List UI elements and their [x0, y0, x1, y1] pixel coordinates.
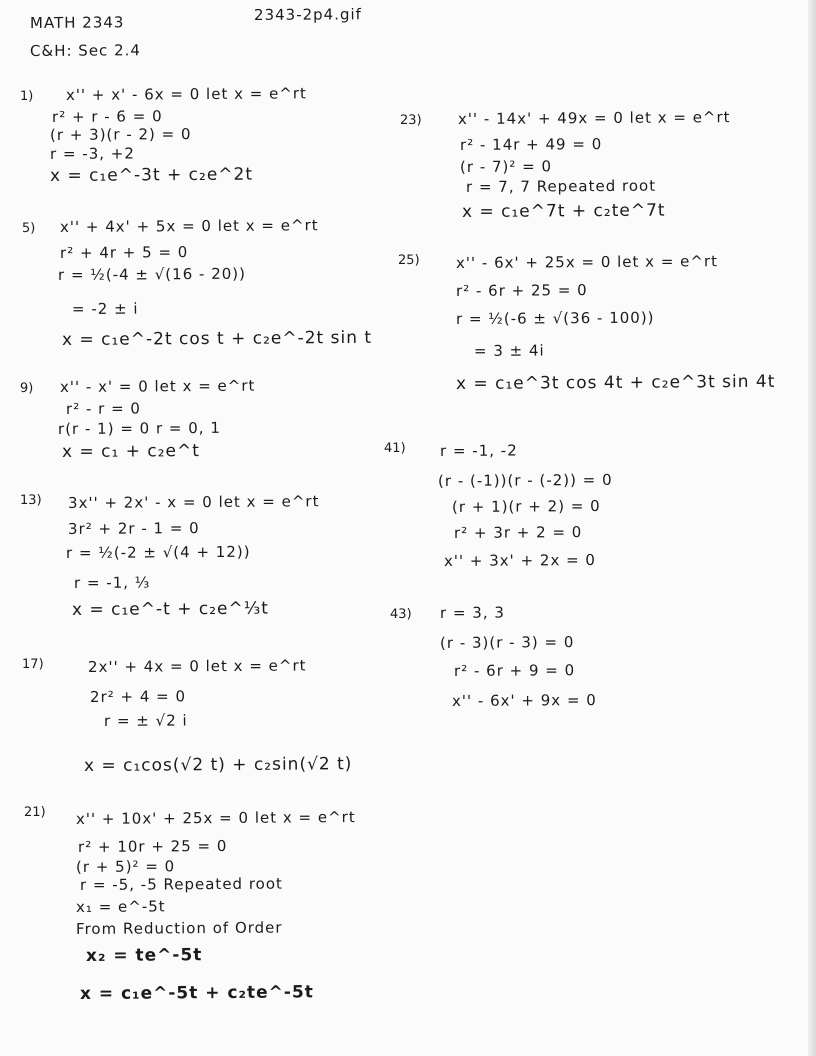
- problem-number: 43): [389, 606, 412, 622]
- problem-solution: x = c₁e^-5t + c₂te^-5t: [79, 982, 314, 1004]
- problem-line: x'' - 14x' + 49x = 0 let x = e^rt: [457, 108, 731, 128]
- problem-solution: x = c₁e^-3t + c₂e^2t: [49, 164, 254, 186]
- problem-line: r² - 6r + 25 = 0: [455, 281, 588, 300]
- problem-solution: x = c₁ + c₂e^t: [61, 441, 200, 462]
- problem-line: 2x'' + 4x = 0 let x = e^rt: [87, 656, 307, 676]
- problem-line: 3r² + 2r - 1 = 0: [67, 519, 200, 538]
- problem-solution: x = c₁e^-2t cos t + c₂e^-2t sin t: [61, 327, 373, 350]
- problem-line: r = ½(-6 ± √(36 - 100)): [455, 308, 655, 328]
- problem-number: 13): [19, 492, 42, 508]
- problem-line: r² - 14r + 49 = 0: [459, 135, 603, 154]
- problem-line: r² + 10r + 25 = 0: [77, 836, 228, 856]
- problem-line: r² - 6r + 9 = 0: [453, 661, 576, 680]
- problem-line: (r - 7)² = 0: [459, 157, 553, 176]
- problem-number: 5): [21, 220, 36, 236]
- problem-line: 3x'' + 2x' - x = 0 let x = e^rt: [67, 492, 320, 512]
- problem-line: x₁ = e^-5t: [75, 897, 166, 916]
- problem-line: r = -1, ⅓: [73, 573, 151, 592]
- problem-line: r = -3, +2: [49, 144, 135, 163]
- problem-line: r = ± √2 i: [103, 711, 188, 730]
- problem-number: 9): [19, 380, 34, 396]
- problem-solution: x = c₁e^-t + c₂e^⅓t: [71, 598, 269, 620]
- problem-line: r = -5, -5 Repeated root: [79, 874, 283, 894]
- problem-line: 2r² + 4 = 0: [89, 687, 187, 706]
- problem-line: r² + 4r + 5 = 0: [59, 243, 189, 262]
- problem-line: (r - (-1))(r - (-2)) = 0: [437, 470, 613, 490]
- problem-line: r² + r - 6 = 0: [51, 107, 163, 126]
- problem-line: r = 3, 3: [439, 603, 505, 622]
- problem-number: 21): [23, 804, 46, 820]
- problem-solution: x = c₁e^7t + c₂te^7t: [461, 200, 666, 222]
- problem-line: (r + 3)(r - 2) = 0: [49, 125, 192, 144]
- problem-line: x'' + 10x' + 25x = 0 let x = e^rt: [75, 808, 356, 828]
- problem-line: r = -1, -2: [439, 441, 518, 460]
- problem-line: = -2 ± i: [71, 299, 139, 318]
- problem-line: r(r - 1) = 0 r = 0, 1: [57, 418, 221, 438]
- problem-line: (r + 1)(r + 2) = 0: [451, 496, 601, 516]
- problem-number: 25): [397, 252, 420, 268]
- problem-line: r² - r = 0: [65, 399, 142, 418]
- problem-line: = 3 ± 4i: [473, 341, 545, 360]
- problem-line: x'' + x' - 6x = 0 let x = e^rt: [65, 84, 307, 104]
- problem-number: 23): [399, 112, 422, 128]
- problem-solution: x'' + 3x' + 2x = 0: [443, 550, 597, 570]
- problem-line: x'' - x' = 0 let x = e^rt: [59, 376, 256, 396]
- file-name: 2343-2p4.gif: [253, 5, 362, 24]
- problem-line: x'' + 4x' + 5x = 0 let x = e^rt: [59, 216, 319, 236]
- problem-line: x₂ = te^-5t: [85, 945, 203, 966]
- course-heading: MATH 2343: [29, 13, 125, 32]
- problem-line: (r + 5)² = 0: [75, 857, 176, 876]
- problem-solution: x'' - 6x' + 9x = 0: [451, 690, 597, 710]
- problem-line: r = ½(-4 ± √(16 - 20)): [57, 264, 247, 284]
- page-edge-shadow: [808, 0, 816, 1056]
- problem-line: r = ½(-2 ± √(4 + 12)): [65, 542, 251, 562]
- problem-line: x'' - 6x' + 25x = 0 let x = e^rt: [455, 252, 719, 272]
- section-heading: C&H: Sec 2.4: [29, 41, 141, 60]
- problem-solution: x = c₁cos(√2 t) + c₂sin(√2 t): [83, 754, 353, 776]
- problem-line: r² + 3r + 2 = 0: [453, 523, 583, 542]
- problem-number: 41): [383, 440, 406, 456]
- problem-solution: x = c₁e^3t cos 4t + c₂e^3t sin 4t: [455, 371, 776, 394]
- problem-line: (r - 3)(r - 3) = 0: [439, 633, 575, 652]
- problem-line: r = 7, 7 Repeated root: [465, 176, 657, 196]
- problem-number: 17): [21, 656, 44, 672]
- problem-number: 1): [19, 88, 34, 104]
- problem-line: From Reduction of Order: [75, 918, 283, 938]
